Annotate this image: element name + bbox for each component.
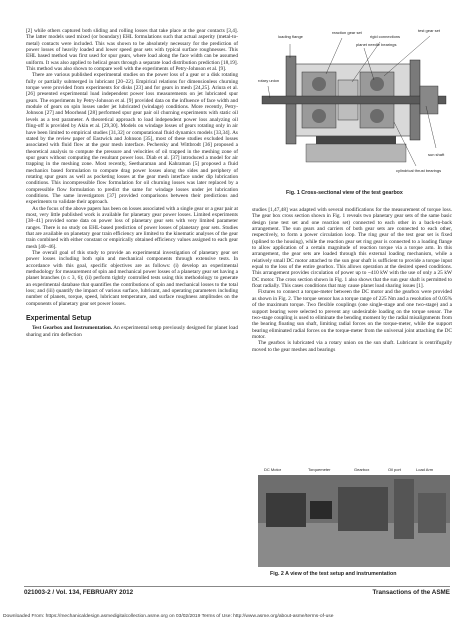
footer-page-info: 021003-2 / Vol. 134, FEBRUARY 2012 — [24, 589, 134, 596]
label-dc-motor: DC Motor — [264, 467, 282, 472]
paragraph: studies [1,47,48] was adapted with several modifications for the measurement of torque loss. The gear box cross section shown in Fig. 1 reveals two planetary gear sets of the same basic design (one test set and one reaction set) connected to each other in a back-to-back arrangement. The sun gears and carriers of both gear sets are connected to each other, respectively, to form a power circulation loop. The ring gear of the test gear set is fixed (splined to the housing), while the reaction gear set ring gear is connected to a loading flange to allow application of a certain magnitude of reaction torque via a torque arm. In this arrangement, the gear sets are loaded through this external loading mechanism, while a relatively small DC motor attached to the sun gear shaft is sufficient to provide a torque input equal to the loss of the entire gearbox. This allows operation at the desired speed conditions. This arrangement provides circulation of power up to ~410 kW with the use of only a 25 kW DC motor. The cross section shown in Fig. 1 also shows that the sun gear shaft is permitted to float radially. This cases conditions that may cause planet load sharing issues [1]. — [252, 207, 452, 290]
paragraph: [2] while others captured both sliding and rolling losses that take place at the gear contacts [3,4]. The latter models used mixed (or boundary) EHL formulations such that actual asperity (metal-to-metal) contacts were included. This was shown to be absolutely necessary for the prediction of power losses of heavily loaded and lower speed gear sets with typical surface roughnesses. This EHL based method was first used for spur gears, where load along the face width can be assumed uniform. It was also applied to helical gears through a separate load distribution prediction [18,19]. This method was also shown to compare well with the experiments of Petry-Johnson et al. [9]. — [26, 28, 238, 73]
paragraph: The gearbox is lubricated via a rotary union on the sun shaft. Lubricant is centrifugally moved to the gear meshes and bearings — [252, 340, 452, 353]
figure-2-photo — [258, 463, 450, 567]
paragraph: There are various published experimental studies on the power loss of a gear or a disk rotating fully or partially submerged in lubricant [20–22]. Empirical relations for dimensionless churning torque were provided from experiments for disks [23] and for gears in mesh [24,25]. Ariura et al. [26] presented experimental load independent power loss measurements on jet lubricated spur gears. The experiments by Petry-Johnson et al. [9] provided data on the influence of face width and module of gears on spin losses under jet lubricated (windage) conditions. More recently, Petry-Johnson [27] and Moorhead [28] performed spur gear pair oil churning experiments with static oil levels as a test parameter. A theoretical approach to load independent power loss analyzing oil fling-off is provided by Akin et al. [29,30]. Models on windage losses of gears rotating only in air have been limited to empirical studies [31,32] or computational fluid dynamics models [33,34]. As stated by the review paper of Eastwick and Johnson [35], most of these studies excluded losses associated with fluid flow at the gear mesh interface. Pechersky and Wittbrodt [36] proposed a theoretical analysis to compute the pressure and velocities of oil trapped in the meshing zone of spur gears without computing the resultant power loss. Diab et al. [37] introduced a model for air trapping in the meshing zone. Most recently, Seetharaman and Kahraman [5] proposed a fluid mechanics based formulation to compute drag power losses along the sides and periphery of rotating spur gears as well as pocketing losses at the gear mesh interface under dip lubrication conditions. This incompressible flow formulation for oil churning losses was later replaced by a compressible flow formulation to predict the same for windage losses under jet lubrication conditions. The same investigators [37] provided comparisons between their predictions and experiments to validate their approach. — [26, 72, 238, 206]
label-reaction-gear-set: reaction gear set — [332, 30, 362, 35]
label-rotary-union: rotary union — [258, 78, 280, 83]
footer-journal: Transactions of the ASME — [372, 589, 450, 596]
label-oil-port: Oil port — [388, 467, 401, 472]
figure-2-caption: Fig. 2 A view of the test setup and instrumentation — [270, 571, 397, 577]
paragraph — [26, 325, 238, 338]
label-gearbox: Gearbox — [354, 467, 370, 472]
label-sun-shaft: sun shaft — [428, 152, 445, 157]
section-heading: Experimental Setup — [26, 315, 92, 323]
label-loading-flange: loading flange — [278, 34, 303, 39]
figure-1-caption: Fig. 1 Cross-sectional view of the test gearbox — [286, 190, 403, 196]
label-cylindrical-thrust-bearings: cylindrical thrust bearings — [396, 168, 442, 173]
figure-1-cross-section — [256, 26, 452, 188]
label-load-arm: Load Arm — [416, 467, 434, 472]
paragraph: Fixtures to connect a torque-meter between the DC motor and the gearbox were provided as shown in Fig. 2. The torque sensor has a torque range of 225 Nm and a resolution of 0.05% of the maximum torque. Two flexible couplings (one single-stage and one two-stage) and a support bearing were selected to prevent any undesirable loading on the torque sensor. The two-stage coupling is used to eliminate the bending moment by the radial misalignments from the bearing floating sun shaft, limiting radial forces on the torque-meter, while the support bearing eliminated radial forces on the torque-meter from the universal joint attaching the DC motor. — [252, 289, 452, 340]
label-planet-needle-bearings: planet needle bearings — [356, 42, 397, 47]
subsection-heading: Test Gearbox and Instrumentation. — [32, 325, 113, 332]
footer-rule — [24, 586, 450, 587]
right-column — [252, 207, 452, 353]
left-column — [26, 28, 238, 338]
download-notice: Downloaded From: https://mechanicaldesign.asmedigitalcollection.asme.org on 03/02/2019 Terms of Use: http://www.asme.org/about-asme/terms-of-use — [3, 614, 334, 619]
label-test-gear-set: test gear set — [418, 28, 441, 33]
paragraph-text: An experimental setup previously designed for planet load sharing and rim deflection — [26, 325, 238, 338]
label-rigid-connections: rigid connections — [370, 34, 401, 39]
paragraph: The overall goal of this study to provide an experimental investigation of planetary gear set power losses including both spin and mechanical components through extensive tests. In accordance with this goal, specific objectives are as follows: (i) develop an experimental methodology for measurement of spin and mechanical power losses of a planetary gear set having a planet branches (n ≤ 3, 6); (ii) perform tightly controlled tests using this methodology to generate an experimental database that quantifies the contributions of spin and mechanical losses to the total loss; and (iii) quantify the impact of various surface, lubricant, and operating parameters including number of planets, torque, speed, lubricant temperature, and surface roughness amplitudes on the components of planetary gear set power losses. — [26, 250, 238, 307]
paragraph: As the focus of the above papers has been on losses associated with a single gear or a gear pair at most, very little published work is available for planetary gear power losses. Limited experiments [38–41] provided some data on power loss of planetary gear sets with very limited parameter ranges. There is no study on EHL-based prediction of power losses of planetary gear sets. Studies that are available on planetary gear train efficiency are limited to the kinematic analyses of the gear train combined with either constant or empirically obtained efficiency values assigned to each gear mesh [40–46]. — [26, 205, 238, 250]
label-torquemeter: Torquemeter — [308, 467, 331, 472]
